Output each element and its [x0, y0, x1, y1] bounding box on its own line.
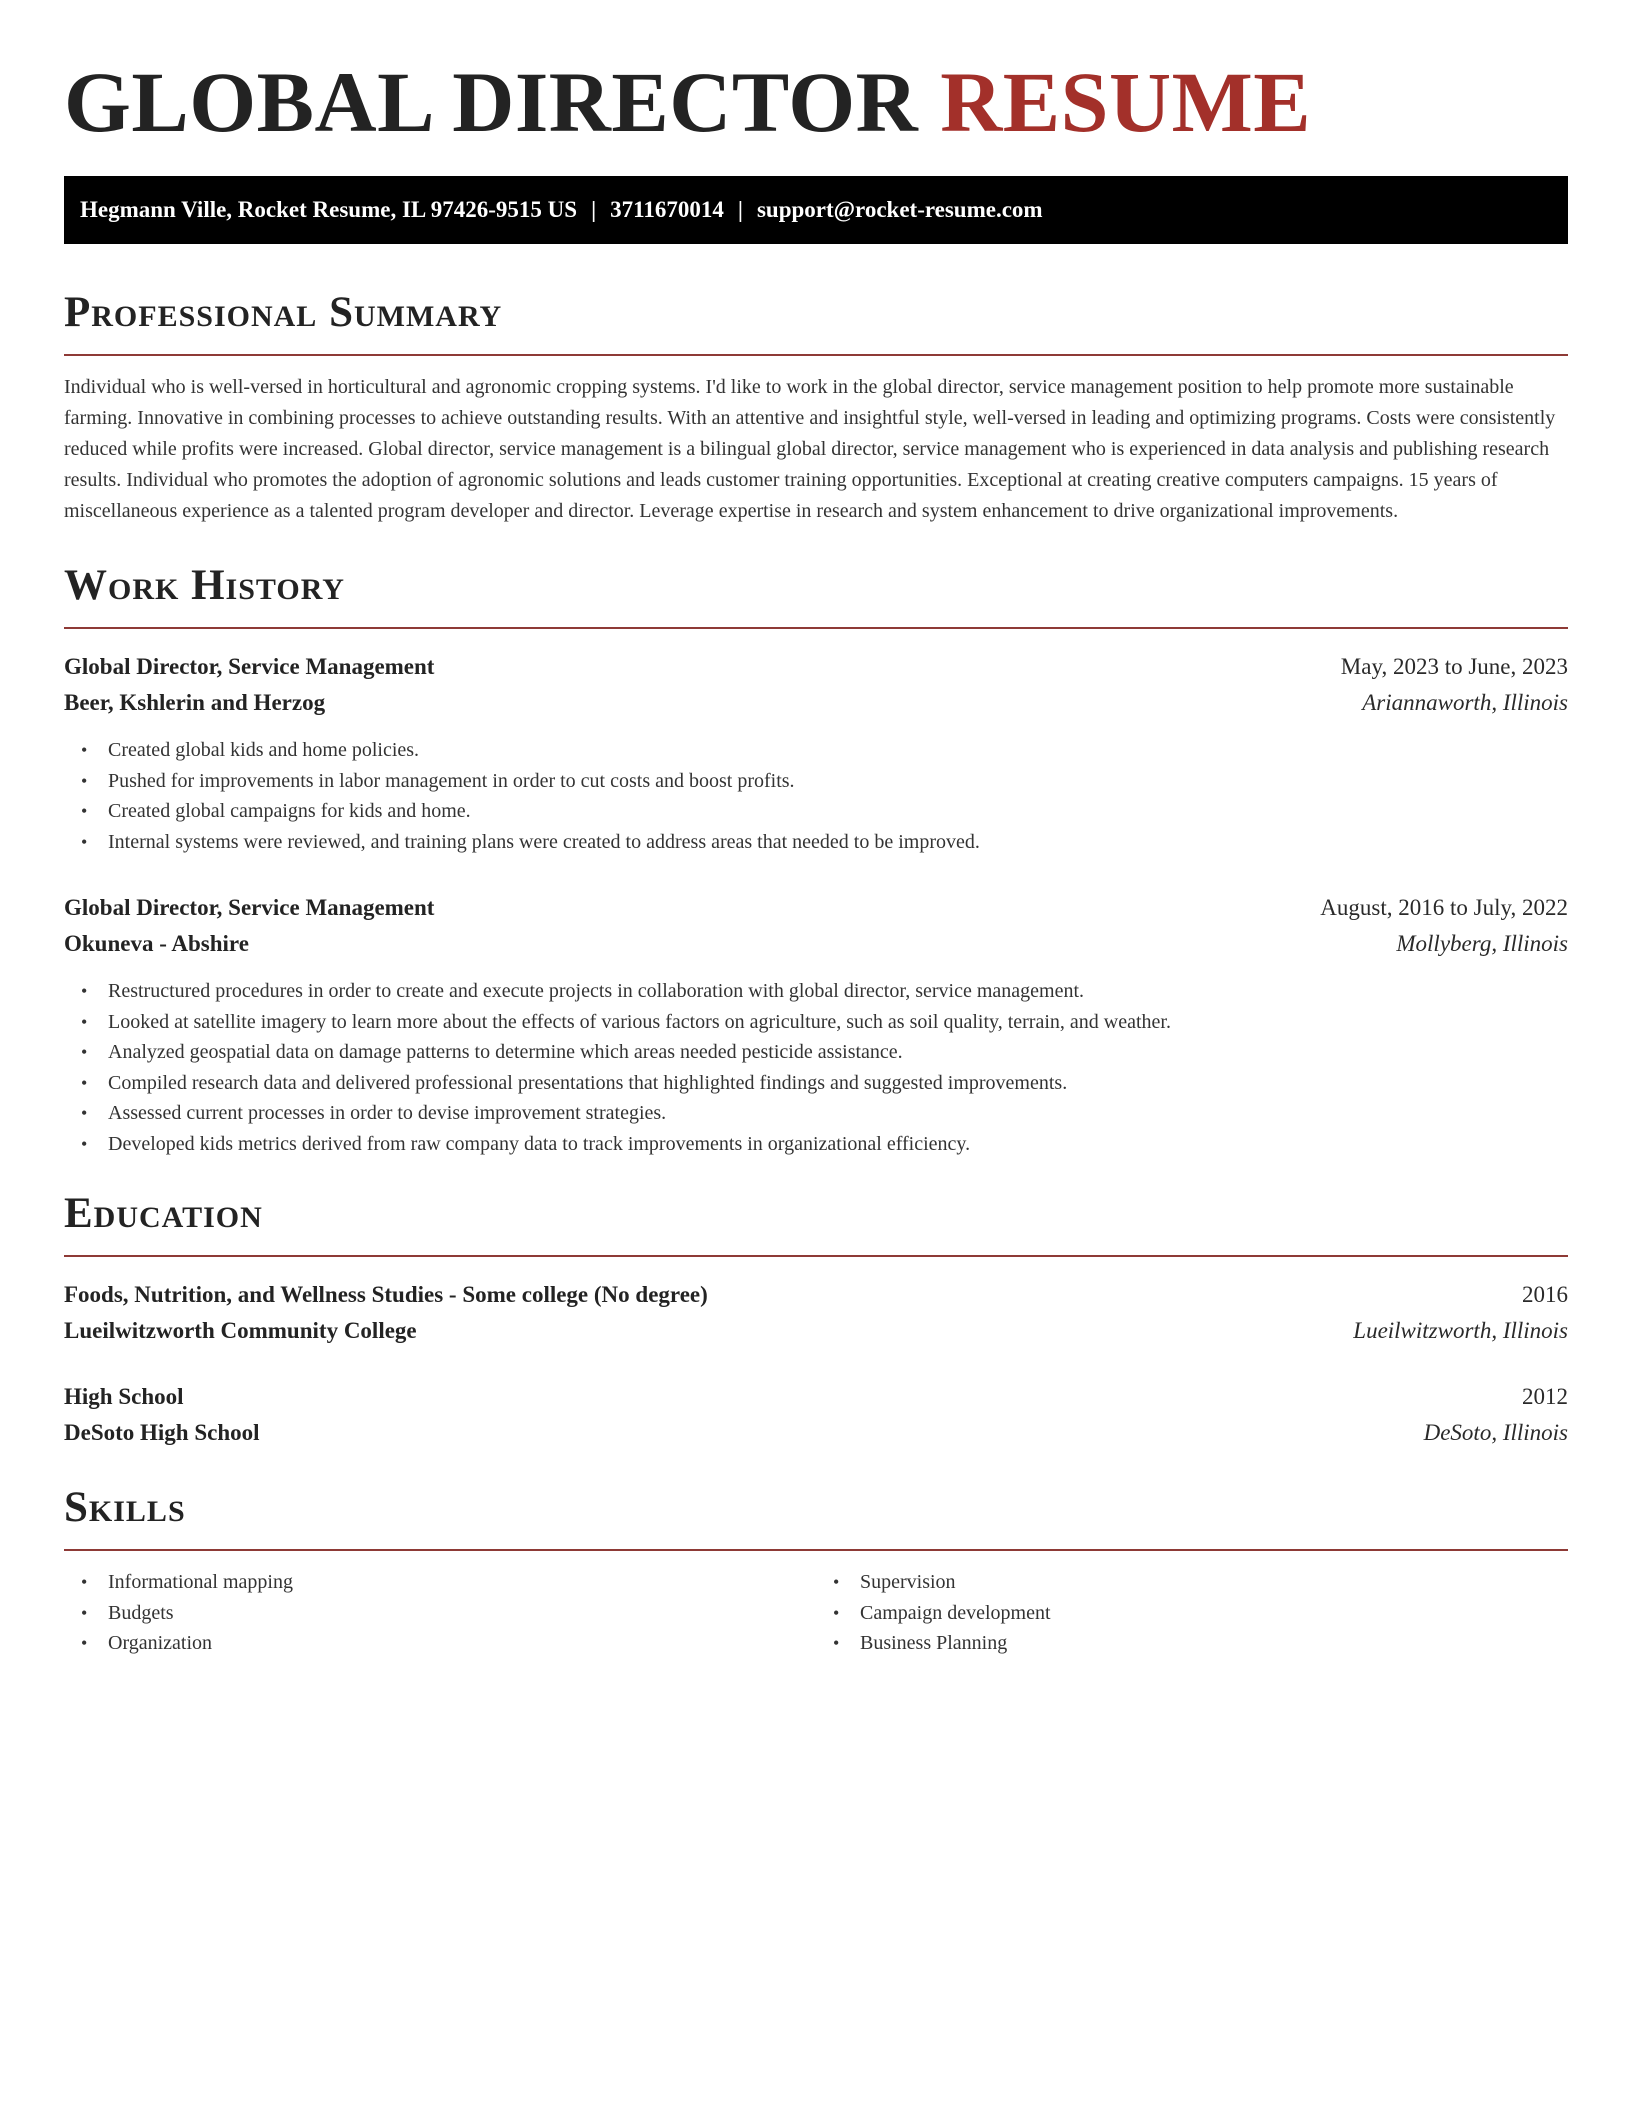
education-entry: [64, 1277, 1568, 1349]
job-bullet: [81, 1129, 1568, 1160]
job-bullet-text: Created global kids and home policies.: [108, 739, 420, 761]
job-bullet: [81, 1068, 1568, 1099]
job-bullet-text: Developed kids metrics derived from raw company data to track improvements in organizational efficiency.: [108, 1132, 971, 1155]
job-bullet-text: Analyzed geospatial data on damage patterns to determine which areas needed pesticide assistance.: [108, 1041, 903, 1063]
contact-phone: 3711670014: [610, 197, 724, 222]
job-bullet-text: Internal systems were reviewed, and training plans were created to address areas that needed to be improved.: [108, 830, 980, 853]
skills-section: [64, 1483, 1568, 1659]
bullet-dot: •: [81, 1042, 88, 1062]
job-company-row: [64, 685, 1568, 721]
job-bullet: [81, 735, 1568, 766]
bullet-dot: •: [81, 1133, 88, 1154]
job-bullet: [81, 1037, 1568, 1068]
job-entry: [64, 649, 1568, 857]
job-bullet: [81, 1098, 1568, 1129]
education-school-row: [64, 1415, 1568, 1451]
skill-item: [833, 1598, 1568, 1629]
skills-heading: Skills: [64, 1484, 186, 1531]
skill-text: Organization: [108, 1632, 213, 1654]
education-degree-row: [64, 1277, 1568, 1313]
education-section: [64, 1189, 1568, 1451]
bullet-dot: •: [81, 1633, 88, 1653]
job-bullet-text: Created global campaigns for kids and home.: [108, 800, 471, 822]
bullet-dot: •: [81, 831, 88, 852]
skill-item: [81, 1628, 816, 1659]
job-bullet: [81, 827, 1568, 858]
job-title: Global Director, Service Management: [64, 654, 435, 679]
bullet-dot: •: [833, 1572, 840, 1592]
skills-column-2: [816, 1567, 1568, 1659]
job-bullet-text: Restructured procedures in order to create and execute projects in collaboration with global director, service management.: [108, 980, 1085, 1002]
job-entry: [64, 890, 1568, 1159]
skills-list: [64, 1567, 1568, 1659]
education-degree-row: [64, 1379, 1568, 1415]
job-bullet-text: Looked at satellite imagery to learn more about the effects of various factors on agriculture, such as soil quality, terrain, and weather.: [108, 1010, 1171, 1033]
title-accent: RESUME: [940, 54, 1312, 150]
job-bullet-text: Pushed for improvements in labor management in order to cut costs and boost profits.: [108, 769, 795, 792]
skill-text: Budgets: [108, 1601, 174, 1624]
contact-bar: [64, 176, 1568, 244]
skill-text: Informational mapping: [108, 1571, 293, 1593]
job-location: Ariannaworth, Illinois: [1362, 690, 1568, 715]
skill-item: [81, 1598, 816, 1629]
section-divider: [64, 627, 1568, 629]
work-history-section: [64, 561, 1568, 1159]
contact-address: Hegmann Ville, Rocket Resume, IL 97426-9515 US: [80, 197, 578, 222]
job-company: Okuneva - Abshire: [64, 931, 249, 956]
job-title: Global Director, Service Management: [64, 895, 435, 920]
skills-column-1: [64, 1567, 816, 1659]
bullet-dot: •: [81, 801, 88, 821]
skill-item: [81, 1567, 816, 1598]
job-bullet: [81, 1007, 1568, 1038]
job-company: Beer, Kshlerin and Herzog: [64, 690, 326, 715]
job-bullet-text: Compiled research data and delivered professional presentations that highlighted findings and suggested improvements.: [108, 1071, 1068, 1094]
education-heading: Education: [64, 1190, 263, 1237]
education-year: 2012: [1522, 1384, 1568, 1409]
bullet-dot: •: [81, 770, 88, 791]
bullet-dot: •: [833, 1602, 840, 1623]
education-location: DeSoto, Illinois: [1423, 1420, 1568, 1445]
job-bullet: [81, 796, 1568, 827]
section-divider: [64, 1255, 1568, 1257]
bullet-dot: •: [81, 1103, 88, 1123]
education-year: 2016: [1522, 1282, 1568, 1307]
job-bullets: [64, 735, 1568, 857]
job-dates: May, 2023 to June, 2023: [1340, 654, 1568, 679]
education-location: Lueilwitzworth, Illinois: [1353, 1318, 1568, 1343]
job-location: Mollyberg, Illinois: [1396, 931, 1568, 956]
bullet-dot: •: [81, 740, 88, 760]
job-bullet: [81, 766, 1568, 797]
work-history-heading: Work History: [64, 562, 345, 609]
job-company-row: [64, 926, 1568, 962]
job-header-row: [64, 649, 1568, 685]
summary-heading: Professional Summary: [64, 289, 503, 336]
skill-item: [833, 1567, 1568, 1598]
bullet-dot: •: [81, 1572, 88, 1592]
contact-separator: |: [737, 197, 743, 222]
education-degree: High School: [64, 1384, 184, 1409]
skill-text: Business Planning: [860, 1632, 1008, 1654]
bullet-dot: •: [81, 1011, 88, 1032]
education-school: Lueilwitzworth Community College: [64, 1318, 417, 1343]
summary-section: [64, 288, 1568, 527]
bullet-dot: •: [81, 1072, 88, 1093]
section-divider: [64, 354, 1568, 356]
section-divider: [64, 1549, 1568, 1551]
job-bullet-text: Assessed current processes in order to devise improvement strategies.: [108, 1102, 667, 1124]
education-degree: Foods, Nutrition, and Wellness Studies - Some college (No degree): [64, 1282, 708, 1307]
education-school: DeSoto High School: [64, 1420, 260, 1445]
bullet-dot: •: [81, 981, 88, 1001]
title-main: GLOBAL DIRECTOR: [64, 54, 919, 150]
contact-separator: |: [591, 197, 597, 222]
summary-text: Individual who is well-versed in horticultural and agronomic cropping systems. I'd like to work in the global director, service management position to help promote more sustainable farming. Innovative in combining processes to achieve outstanding results. With an attentive and insightful style, well-versed in leading and optimizing programs. Costs were consistently reduced while profits were increased. Global director, service management is a bilingual global director, service management who is experienced in data analysis and publishing research results. Individual who promotes the adoption of agronomic solutions and leads customer training opportunities. Exceptional at creating creative computers campaigns. 15 years of miscellaneous experience as a talented program developer and director. Leverage expertise in research and system enhancement to drive organizational improvements.: [64, 376, 1556, 522]
skill-text: Supervision: [860, 1571, 956, 1593]
education-school-row: [64, 1313, 1568, 1349]
job-bullet: [81, 976, 1568, 1007]
job-header-row: [64, 890, 1568, 926]
skill-item: [833, 1628, 1568, 1659]
education-entry: [64, 1379, 1568, 1451]
bullet-dot: •: [833, 1633, 840, 1653]
skill-text: Campaign development: [860, 1601, 1051, 1624]
bullet-dot: •: [81, 1602, 88, 1623]
job-dates: August, 2016 to July, 2022: [1320, 895, 1568, 920]
contact-email: support@rocket-resume.com: [756, 197, 1043, 222]
resume-title: [64, 0, 1568, 152]
job-bullets: [64, 976, 1568, 1159]
